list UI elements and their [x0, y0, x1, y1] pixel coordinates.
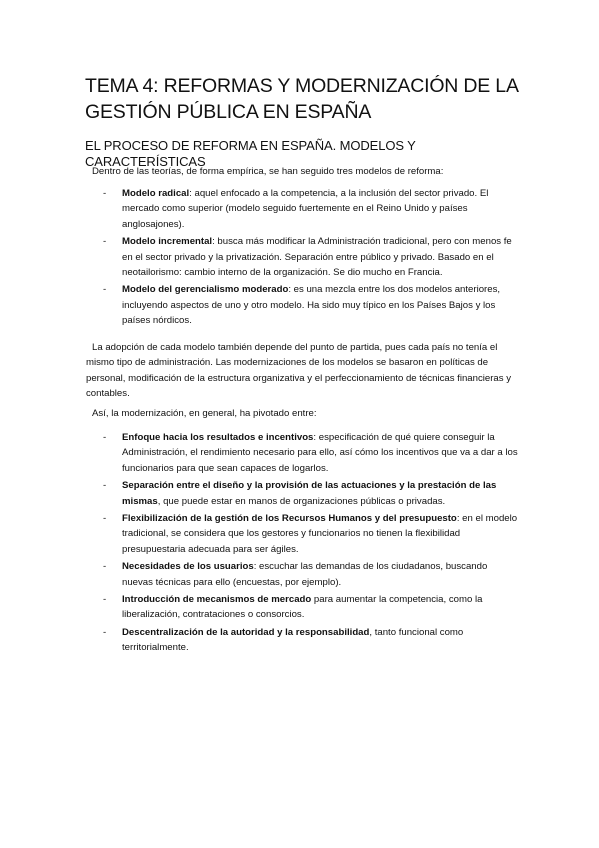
list-item	[103, 511, 518, 557]
model-term: Modelo radical	[122, 188, 190, 199]
pivot-term: Separación entre el diseño y la provisión de las actuaciones y la prestación de las mismas	[122, 480, 497, 507]
adoption-paragraph: La adopción de cada modelo también depende del punto de partida, pues cada país no tenía el mismo tipo de administración. Las modernizaciones de los modelos se basaron en políticas de personal, modificación de la estructura organizativa y el perfeccionamiento de técnicas financieras y contables.	[86, 342, 512, 400]
pivot-description: para aumentar la competencia, como la liberalización, contrataciones o consorcios.	[122, 594, 483, 621]
list-item	[103, 559, 518, 590]
bullet-dash: -	[103, 480, 107, 492]
model-description: : aquel enfocado a la competencia, a la inclusión del sector privado. El mercado como superior (modelo seguido fuertemente en el Reino Unido y países anglosajones).	[122, 188, 489, 230]
list-item	[103, 186, 518, 232]
list-item	[103, 282, 518, 328]
modernization-pivots-list	[103, 430, 518, 658]
bullet-dash: -	[103, 513, 107, 525]
intro-paragraph: Dentro de las teorías, de forma empírica, se han seguido tres modelos de reforma:	[92, 166, 444, 177]
pivot-description: , que puede estar en manos de organizaciones públicas o privadas.	[157, 495, 446, 507]
pivot-term: Enfoque hacia los resultados e incentivos	[122, 432, 314, 443]
bullet-dash: -	[103, 626, 107, 638]
model-description: : busca más modificar la Administración tradicional, pero con menos fe en el sector privado y la privatización. Separación entre público y privado. Basado en el neotailorismo: cambio interno de la organización. Se dio mucho en Francia.	[122, 236, 512, 279]
pivot-description: , tanto funcional como territorialmente.	[122, 626, 464, 654]
bullet-dash: -	[103, 561, 107, 573]
list-item	[103, 430, 518, 476]
pivot-term: Flexibilización de la gestión de los Recursos Humanos y del presupuesto	[122, 513, 457, 525]
pivot-term: Necesidades de los usuarios	[122, 561, 254, 573]
list-item	[103, 625, 518, 656]
page-title: TEMA 4: REFORMAS Y MODERNIZACIÓN DE LA GESTIÓN PÚBLICA EN ESPAÑA	[85, 75, 518, 123]
bullet-dash: -	[103, 284, 107, 296]
model-term: Modelo del gerencialismo moderado	[122, 284, 289, 296]
pivot-description: : en el modelo tradicional, se considera que los gestores y funcionarios no tienen la flexibilidad presupuestaria adecuada para ser ágiles.	[122, 513, 518, 555]
bullet-dash: -	[103, 594, 107, 606]
pivot-intro-paragraph: Así, la modernización, en general, ha pivotado entre:	[92, 408, 317, 419]
model-term: Modelo incremental	[122, 236, 213, 248]
reform-models-list	[103, 186, 518, 331]
list-item	[103, 592, 518, 623]
bullet-dash: -	[103, 188, 107, 199]
pivot-description: : escuchar las demandas de los ciudadanos, buscando nuevas técnicas para ello (encuestas, por ejemplo).	[122, 561, 488, 588]
model-description: : es una mezcla entre los dos modelos anteriores, incluyendo aspectos de uno y otro modelo. Ha sido muy típico en los Países Bajos y los países nórdicos.	[122, 284, 501, 327]
bullet-dash: -	[103, 432, 107, 443]
pivot-term: Introducción de mecanismos de mercado	[122, 594, 312, 606]
section-title: EL PROCESO DE REFORMA EN ESPAÑA. MODELOS Y CARACTERÍSTICAS	[85, 138, 416, 169]
bullet-dash: -	[103, 236, 107, 248]
list-item	[103, 478, 518, 509]
list-item	[103, 234, 518, 280]
pivot-description: : especificación de qué quiere conseguir la Administración, el rendimiento necesario para ello, así cómo los incentivos que va a dar a los funcionarios para que sean capaces de logarlos.	[122, 432, 518, 474]
pivot-term: Descentralización de la autoridad y la responsabilidad	[122, 626, 370, 638]
